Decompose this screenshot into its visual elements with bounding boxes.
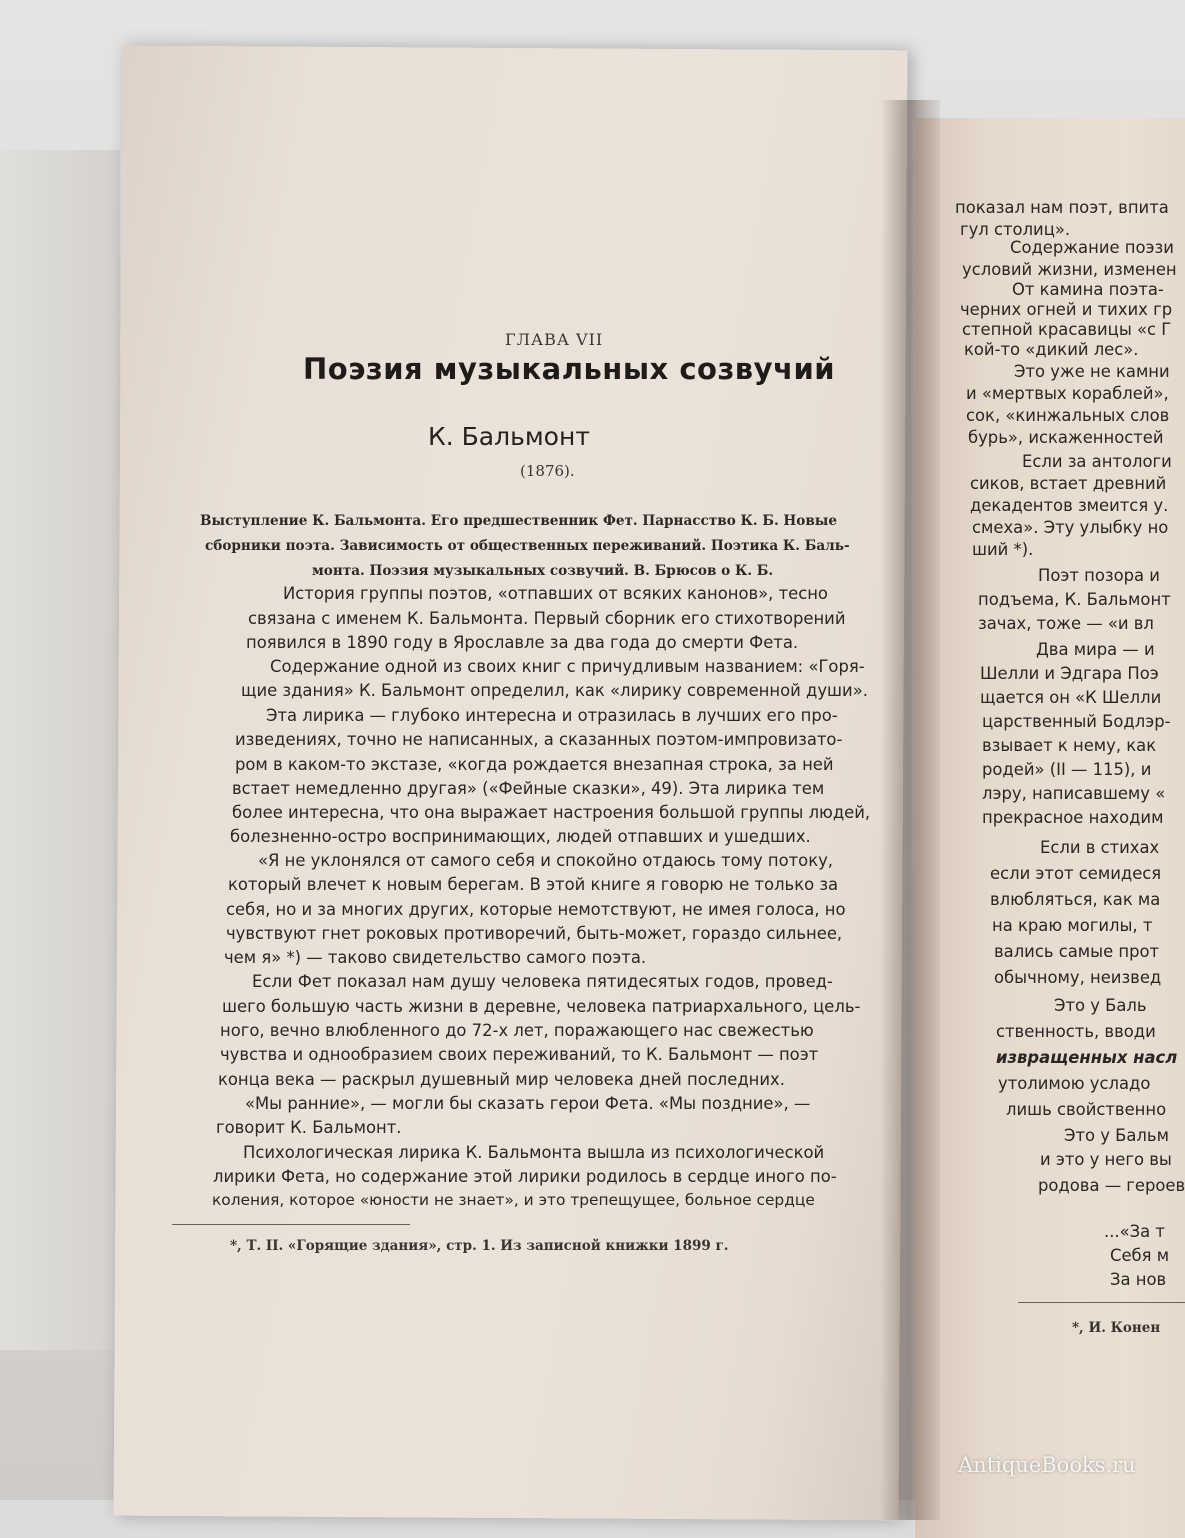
author-year: (1876). bbox=[520, 462, 575, 480]
right-body-line: декадентов змеится у. bbox=[970, 496, 1169, 515]
right-body-line: извращенных насл bbox=[996, 1048, 1178, 1067]
right-body-line: если этот семидеся bbox=[990, 864, 1162, 883]
footnote-rule bbox=[172, 1224, 410, 1225]
summary-line: монта. Поэзия музыкальных созвучий. В. Брюсов о К. Б. bbox=[312, 563, 774, 579]
right-body-line: Шелли и Эдгара Поэ bbox=[980, 664, 1159, 683]
summary-line: сборники поэта. Зависимость от общественных переживаний. Поэтика К. Баль- bbox=[205, 538, 850, 554]
watermark: AntiqueBooks.ru bbox=[958, 1453, 1136, 1477]
right-body-line: взывает к нему, как bbox=[982, 736, 1157, 755]
body-line: болезненно-остро воспринимающих, людей отпавших и ушедших. bbox=[230, 827, 811, 846]
right-body-line: сок, «кинжальных слов bbox=[966, 406, 1170, 425]
right-body-line: на краю могилы, т bbox=[992, 916, 1153, 935]
right-body-line: Это у Баль bbox=[1054, 996, 1147, 1015]
body-line: встает немедленно другая» («Фейные сказки», 49). Эта лирика тем bbox=[232, 779, 825, 798]
body-line: щие здания» К. Бальмонт определил, как «лирику современной души». bbox=[241, 681, 868, 700]
right-body-line: бурь», искаженностей bbox=[968, 428, 1164, 447]
chapter-number: ГЛАВА VII bbox=[505, 330, 604, 349]
left-edge-shadow bbox=[0, 150, 120, 1350]
right-body-line: ственность, вводи bbox=[996, 1022, 1156, 1041]
right-body-line: Содержание поэзи bbox=[1010, 238, 1174, 257]
body-line: шего большую часть жизни в деревне, человека патриархального, цель- bbox=[222, 997, 861, 1016]
right-body-line: щается он «К Шелли bbox=[980, 688, 1162, 707]
body-line: ного, вечно влюбленного до 72-х лет, поражающего нас свежестью bbox=[220, 1021, 814, 1040]
right-body-line: подъема, К. Бальмонт bbox=[978, 590, 1171, 609]
body-line: Психологическая лирика К. Бальмонта вышла из психологической bbox=[243, 1143, 825, 1162]
summary-line: Выступление К. Бальмонта. Его предшественник Фет. Парнасство К. Б. Новые bbox=[200, 513, 838, 529]
body-line: чувствуют гнет роковых противоречий, быть-может, гораздо сильнее, bbox=[226, 924, 843, 943]
body-line: «Мы ранние», — могли бы сказать герои Фета. «Мы поздние», — bbox=[245, 1094, 811, 1113]
body-line: Содержание одной из своих книг с причудливым названием: «Горя- bbox=[270, 657, 865, 676]
right-body-line: и это у него вы bbox=[1040, 1150, 1172, 1169]
body-line: «Я не уклонялся от самого себя и спокойно отдаюсь тому потоку, bbox=[258, 851, 834, 870]
right-footnote: *, И. Конен bbox=[1072, 1320, 1161, 1336]
right-body-line: Это уже не камни bbox=[1014, 362, 1170, 381]
body-line: чувства и однообразием своих переживаний, то К. Бальмонт — поэт bbox=[220, 1045, 819, 1064]
body-line: себя, но и за многих других, которые немотствуют, не имея голоса, но bbox=[226, 900, 846, 919]
right-body-line: утолимою усладо bbox=[998, 1074, 1151, 1093]
chapter-title: Поэзия музыкальных созвучий bbox=[303, 352, 836, 386]
right-body-line: Если в стихах bbox=[1040, 838, 1160, 857]
body-line: Эта лирика — глубоко интересна и отразилась в лучших его про- bbox=[266, 706, 838, 725]
body-line: История группы поэтов, «отпавших от всяких канонов», тесно bbox=[283, 584, 828, 603]
right-body-line: За нов bbox=[1110, 1270, 1167, 1289]
right-body-line: сиков, встает древний bbox=[970, 474, 1167, 493]
body-line: конца века — раскрыл душевный мир человека дней последних. bbox=[218, 1070, 785, 1089]
right-footnote-rule bbox=[1018, 1302, 1185, 1303]
right-body-line: черних огней и тихих гр bbox=[960, 300, 1173, 319]
right-body-line: вались самые прот bbox=[994, 942, 1160, 961]
right-body-line: лэру, написавшему « bbox=[982, 784, 1166, 803]
right-body-line: условий жизни, изменен bbox=[962, 260, 1177, 279]
body-line: который влечет к новым берегам. В этой книге я говорю не только за bbox=[228, 875, 839, 894]
right-body-line: царственный Бодлэр- bbox=[982, 712, 1171, 731]
body-line: коления, которое «юности не знает», и это трепещущее, больное сердце bbox=[212, 1191, 815, 1209]
book-gutter bbox=[880, 100, 940, 1520]
right-body-line: Это у Бальм bbox=[1064, 1126, 1169, 1145]
right-body-line: показал нам поэт, впита bbox=[955, 198, 1169, 217]
chapter-author: К. Бальмонт bbox=[428, 422, 590, 451]
footnote: *, Т. II. «Горящие здания», стр. 1. Из записной книжки 1899 г. bbox=[230, 1238, 729, 1254]
body-line: говорит К. Бальмонт. bbox=[216, 1118, 402, 1137]
body-line: лирики Фета, но содержание этой лирики родилось в сердце иного по- bbox=[213, 1167, 837, 1186]
right-body-line: Себя м bbox=[1110, 1246, 1170, 1265]
right-body-line: родова — героев bbox=[1038, 1176, 1185, 1195]
right-body-line: От камина поэта- bbox=[1012, 280, 1164, 299]
right-body-line: лишь свойственно bbox=[1006, 1100, 1167, 1119]
right-body-line: прекрасное находим bbox=[982, 808, 1164, 827]
body-line: чем я» *) — таково свидетельство самого поэта. bbox=[224, 948, 647, 967]
right-body-line: кой-то «дикий лес». bbox=[964, 340, 1139, 359]
body-line: более интересна, что она выражает настроения большой группы людей, bbox=[232, 803, 871, 822]
body-line: связана с именем К. Бальмонта. Первый сборник его стихотворений bbox=[248, 609, 846, 628]
right-body-line: Два мира — и bbox=[1036, 640, 1155, 659]
body-line: Если Фет показал нам душу человека пятидесятых годов, провед- bbox=[252, 972, 833, 991]
right-body-line: гул столиц». bbox=[960, 220, 1071, 239]
right-body-line: Если за антологи bbox=[1022, 452, 1172, 471]
right-body-line: ший *). bbox=[972, 540, 1034, 559]
body-line: появился в 1890 году в Ярославле за два года до смерти Фета. bbox=[246, 633, 799, 652]
right-body-line: смеха». Эту улыбку но bbox=[972, 518, 1169, 537]
right-body-line: и «мертвых кораблей», bbox=[966, 384, 1169, 403]
right-body-line: родей» (II — 115), и bbox=[982, 760, 1152, 779]
right-body-line: обычному, неизвед bbox=[994, 968, 1162, 987]
right-body-line: зачах, тоже — «и вл bbox=[978, 614, 1154, 633]
body-line: изведениях, точно не написанных, а сказанных поэтом-импровизато- bbox=[235, 730, 843, 749]
right-body-line: влюбляться, как ма bbox=[990, 890, 1161, 909]
right-body-line: степной красавицы «с Г bbox=[962, 320, 1172, 339]
right-body-line: ...«За т bbox=[1104, 1222, 1165, 1241]
right-body-line: Поэт позора и bbox=[1038, 566, 1160, 585]
body-line: ром в каком-то экстазе, «когда рождается внезапная строка, за ней bbox=[235, 755, 834, 774]
